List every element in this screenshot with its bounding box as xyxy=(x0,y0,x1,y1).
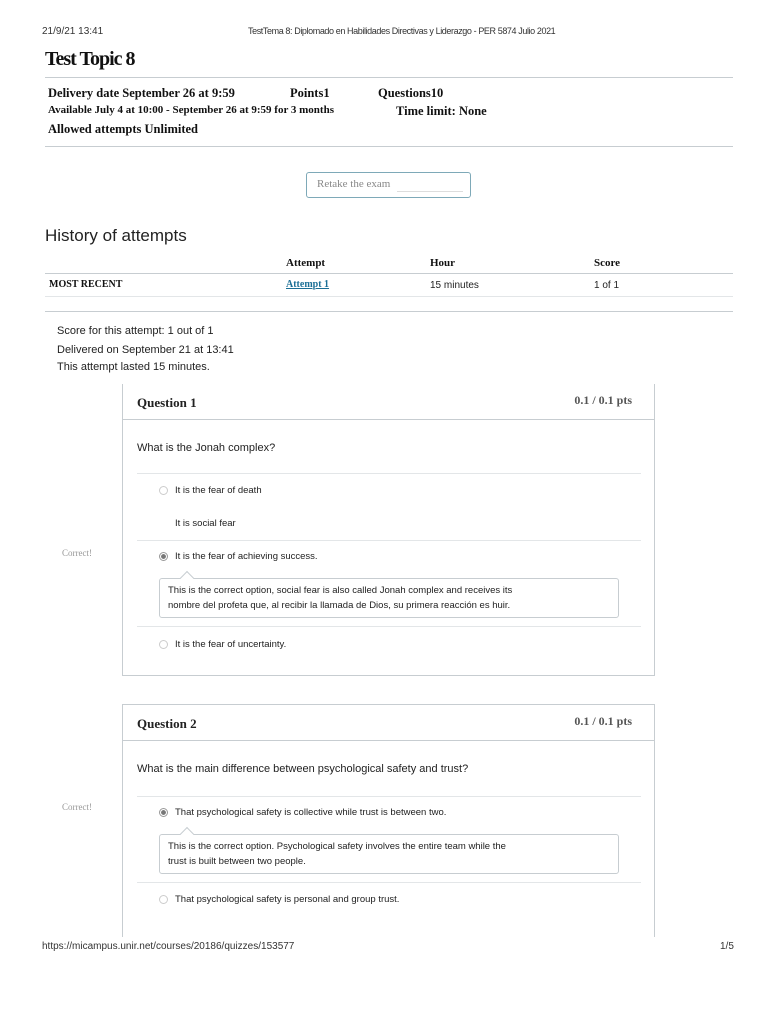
question-text: What is the Jonah complex? xyxy=(137,442,276,454)
answer-option-label: It is social fear xyxy=(175,518,236,529)
time-limit-info: Time limit: None xyxy=(396,104,487,118)
retake-exam-label: Retake the exam xyxy=(317,178,391,190)
radio-icon[interactable] xyxy=(159,486,168,495)
divider xyxy=(137,540,641,541)
column-header-score: Score xyxy=(594,257,621,269)
divider xyxy=(45,77,733,78)
divider xyxy=(137,473,641,474)
attempt-score-summary: Score for this attempt: 1 out of 1 xyxy=(57,325,214,337)
answer-option-label: That psychological safety is personal and group trust. xyxy=(175,894,400,905)
question-header xyxy=(123,705,654,741)
page-number: 1/5 xyxy=(720,941,734,952)
radio-selected-icon[interactable] xyxy=(159,808,168,817)
history-title: History of attempts xyxy=(45,226,187,245)
attempt-score: 1 of 1 xyxy=(594,280,620,291)
questions-info: Questions10 xyxy=(378,86,444,100)
answer-option[interactable] xyxy=(159,485,262,496)
comment-line: trust is built between two people. xyxy=(168,856,306,867)
answer-option-label: It is the fear of uncertainty. xyxy=(175,639,287,650)
table-row-divider xyxy=(45,296,733,297)
radio-icon[interactable] xyxy=(159,895,168,904)
answer-option[interactable] xyxy=(159,518,236,529)
table-row xyxy=(45,274,733,296)
attempt-1-link[interactable]: Attempt 1 xyxy=(286,279,330,290)
answer-option-label: It is the fear of achieving success. xyxy=(175,551,318,562)
availability-info: Available July 4 at 10:00 - September 26 at 9:59 for 3 months xyxy=(48,104,334,116)
answer-option-selected[interactable] xyxy=(159,807,446,818)
divider xyxy=(45,146,733,147)
question-2-card xyxy=(122,704,655,937)
question-points: 0.1 / 0.1 pts xyxy=(574,714,632,728)
comment-line: This is the correct option, social fear is also called Jonah complex and receives its xyxy=(168,585,513,596)
correct-label: Correct! xyxy=(62,802,92,812)
question-title: Question 2 xyxy=(137,716,197,731)
retake-exam-button[interactable] xyxy=(306,172,471,198)
radio-placeholder xyxy=(159,519,168,528)
button-underline xyxy=(397,191,463,192)
page-title: Test Topic 8 xyxy=(45,48,135,70)
answer-option-label: It is the fear of death xyxy=(175,485,262,496)
delivery-date: Delivery date September 26 at 9:59 xyxy=(48,86,235,100)
attempt-hour: 15 minutes xyxy=(430,280,479,291)
allowed-attempts-info: Allowed attempts Unlimited xyxy=(48,122,198,136)
document-title: TestTema 8: Diplomado en Habilidades Directivas y Liderazgo - PER 5874 Julio 2021 xyxy=(248,26,556,36)
question-header xyxy=(123,384,654,420)
comment-line: nombre del profeta que, al recibir la llamada de Dios, su primera reacción es huir. xyxy=(168,600,511,611)
radio-icon[interactable] xyxy=(159,640,168,649)
row-label: MOST RECENT xyxy=(49,279,123,290)
answer-comment xyxy=(159,834,619,874)
question-title: Question 1 xyxy=(137,395,197,410)
column-header-attempt: Attempt xyxy=(286,257,326,269)
question-1-card xyxy=(122,384,655,676)
page-url: https://micampus.unir.net/courses/20186/quizzes/153577 xyxy=(42,941,295,952)
column-header-hour: Hour xyxy=(430,257,456,269)
radio-selected-icon[interactable] xyxy=(159,552,168,561)
divider xyxy=(45,311,733,312)
print-date: 21/9/21 13:41 xyxy=(42,26,104,37)
divider xyxy=(137,626,641,627)
question-text: What is the main difference between psychological safety and trust? xyxy=(137,763,469,775)
answer-option[interactable] xyxy=(159,894,399,905)
correct-label: Correct! xyxy=(62,548,92,558)
points-info: Points1 xyxy=(290,86,330,100)
divider xyxy=(137,796,641,797)
answer-option-selected[interactable] xyxy=(159,551,318,562)
attempt-duration-summary: This attempt lasted 15 minutes. xyxy=(57,361,210,373)
answer-option[interactable] xyxy=(159,639,286,650)
answer-comment xyxy=(159,578,619,618)
divider xyxy=(137,882,641,883)
question-points: 0.1 / 0.1 pts xyxy=(574,393,632,407)
attempt-delivered-summary: Delivered on September 21 at 13:41 xyxy=(57,344,234,356)
comment-line: This is the correct option. Psychological safety involves the entire team while the xyxy=(168,841,506,852)
answer-option-label: That psychological safety is collective while trust is between two. xyxy=(175,807,447,818)
